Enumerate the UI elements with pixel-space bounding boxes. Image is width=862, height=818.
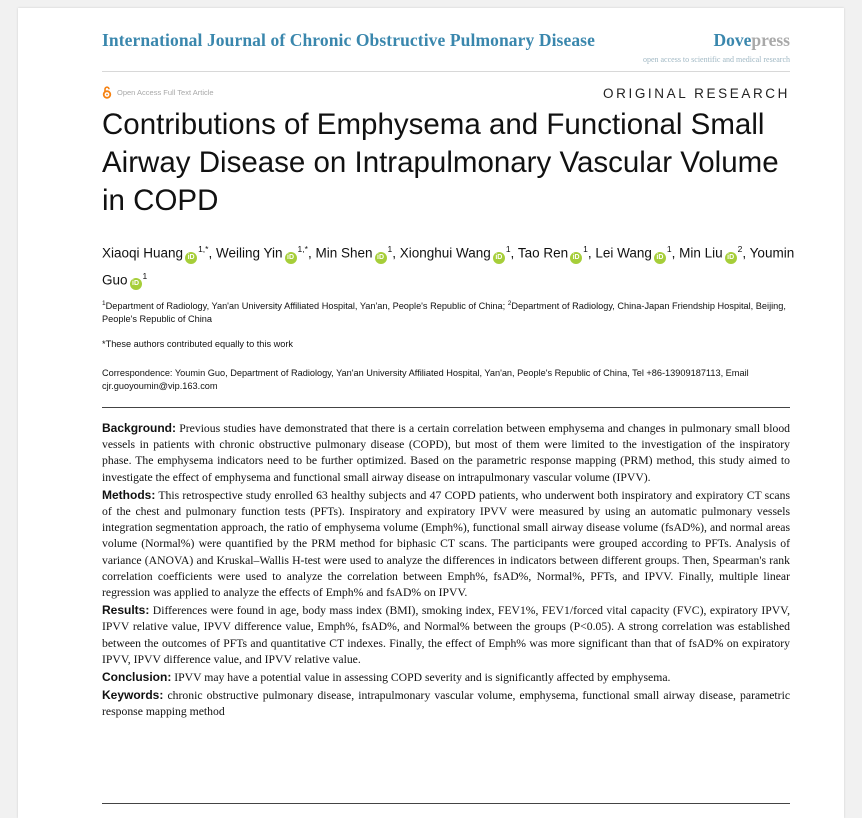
author-affiliation-marker: 1 — [387, 244, 393, 254]
author-name[interactable]: Min Liu — [679, 245, 723, 261]
author-affiliation-marker: 1 — [142, 270, 148, 281]
author-name[interactable]: Xionghui Wang — [399, 245, 491, 261]
author-name[interactable]: Xiaoqi Huang — [102, 245, 184, 261]
author-affiliation-marker: 1 — [505, 244, 511, 254]
abstract-keywords: Keywords: chronic obstructive pulmonary disease, intrapulmonary vascular volume, emphysema, functional small airway disease, parametric response mapping method — [102, 688, 791, 719]
author-name[interactable]: Weiling Yin — [215, 245, 283, 261]
author-affiliation-marker: 1 — [666, 244, 672, 254]
header-divider — [102, 71, 790, 72]
abstract-results: Results: Differences were found in age, body mass index (BMI), smoking index, FEV1%, FEV1/forced vital capacity (FVC), expiratory IPVV, IPVV relative value, IPVV difference value, Emph%, fsAD%, and Normal% between the groups (P<0.05). A strong correlation was established between the outcomes of PFTs and quantitative CT indexes. Finally, the effect of Emph% was more significant than that of fsAD% on expiratory IPVV, IPVV difference value, and IPVV relative value. — [102, 603, 791, 666]
author-name[interactable]: Tao Ren — [517, 245, 569, 261]
article-title: Contributions of Emphysema and Functional Small Airway Disease on Intrapulmonary Vascular Volume in COPD — [102, 108, 779, 217]
orcid-icon[interactable]: iD — [654, 252, 666, 264]
orcid-icon[interactable]: iD — [130, 278, 142, 290]
orcid-icon[interactable]: iD — [375, 252, 387, 264]
open-access-badge — [102, 86, 214, 99]
author-affiliation-marker: 1,* — [198, 244, 209, 254]
abstract-bottom-rule — [102, 803, 790, 804]
orcid-icon[interactable]: iD — [285, 252, 297, 264]
abstract-methods: Methods: This retrospective study enrolled 63 healthy subjects and 47 COPD patients, who underwent both inspiratory and expiratory CT scans of the chest and pulmonary function tests (PFTs). Inspiratory and expiratory IPVV were measured by using an automatic pulmonary vessels integration segmentation approach, the ratio of emphysema volume (Emph%), functional small airway disease volume (fsAD%), and normal areas volume (Normal%) were quantified by the PRM method for biphasic CT scans. The participants were grouped according to PFTs. Analysis of variance (ANOVA) and Kruskal–Wallis H-test were used to analyze the differences in indicators between different groups. Then, Spearman's rank correlation coefficients were used to analyze the correlation between Emph%, fsAD%, Normal%, PFTs, and IPVV. Finally, multiple linear regression was applied to analyze the effects of Emph% and fsAD% on IPVV. — [102, 487, 790, 600]
publisher-tagline: open access to scientific and medical research — [642, 55, 790, 64]
dovepress-logo[interactable]: Dovepress — [713, 30, 790, 50]
journal-title[interactable]: International Journal of Chronic Obstructive Pulmonary Disease — [102, 30, 595, 50]
author-name[interactable]: Min Shen — [315, 245, 373, 261]
orcid-icon[interactable]: iD — [185, 252, 197, 264]
abstract-background: Background: Previous studies have demonstrated that there is a certain correlation between emphysema and changes in pulmonary small blood vessels in patients with chronic obstructive pulmonary disease (COPD), but most of them were limited to the investigation of the inspiratory phase. The emphysema indicators need to be further optimized. Based on the parametric response mapping (PRM) method, this study aimed to investigate the effect of emphysema and functional small airway disease on intrapulmonary vascular volume (IPVV). — [102, 421, 791, 484]
paper-page — [18, 8, 844, 818]
equal-contribution-note: *These authors contributed equally to this work — [102, 339, 293, 349]
author-name[interactable]: Youmin Guo — [102, 245, 795, 287]
author-affiliation-marker: 2 — [737, 244, 743, 254]
author-affiliation-marker: 1 — [583, 244, 588, 254]
article-type: ORIGINAL RESEARCH — [603, 86, 790, 101]
affiliations: $^1$Department of Radiology, Yan'an University Affiliated Hospital, Yan'an, People's Republic of China; $^2$Department of Radiology, China-Japan Friendship Hospital, Beijing, People's Republic of China — [102, 300, 786, 325]
open-access-lock-icon — [102, 86, 112, 99]
orcid-icon[interactable]: iD — [725, 252, 737, 264]
abstract — [102, 420, 790, 722]
author-list: Xiaoqi Huang $iD^{1,*}$, Weiling Yin $iD^{1,*}$, Min Shen $iD^1$, Xionghui Wang $iD^1$, Tao Ren $iD^1$, Lei Wang $iD^1$, Min Liu $iD^2$, Youmin Guo $iD^1$ — [102, 238, 802, 291]
orcid-icon[interactable]: iD — [493, 252, 505, 264]
correspondence: Correspondence: Youmin Guo, Department of Radiology, Yan'an University Affiliated Hospital, Yan'an, People's Republic of China, Tel +86-13909187113, Email cjr.guoyoumin@vip.163.com — [102, 368, 749, 391]
abstract-conclusion: Conclusion: IPVV may have a potential value in assessing COPD severity and is significantly affected by emphysema. — [102, 670, 671, 685]
abstract-top-rule — [102, 407, 790, 408]
author-name[interactable]: Lei Wang — [595, 245, 652, 261]
author-affiliation-marker: 1,* — [297, 244, 308, 254]
open-access-label: Open Access Full Text Article — [117, 88, 214, 97]
orcid-icon[interactable]: iD — [570, 252, 582, 264]
